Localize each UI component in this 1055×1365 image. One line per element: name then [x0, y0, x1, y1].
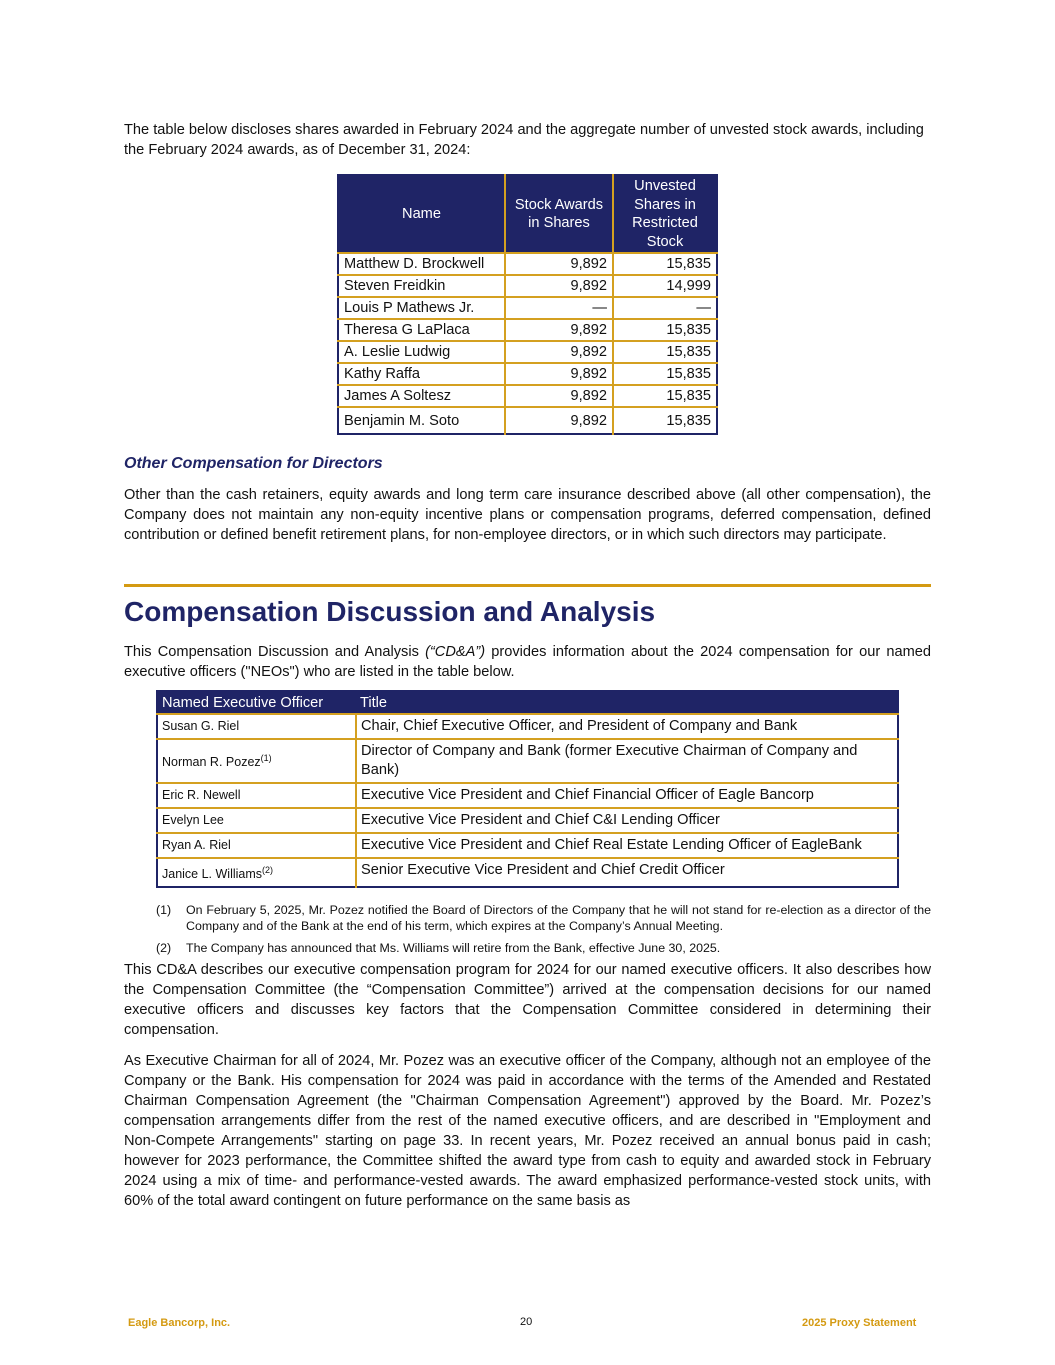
- officer-title: Chair, Chief Executive Officer, and President of Company and Bank: [356, 714, 898, 739]
- table-row: [338, 275, 717, 297]
- officer-name: [157, 833, 356, 858]
- table-row: [338, 407, 717, 434]
- officer-name: [157, 783, 356, 808]
- stock-awards: 9,892: [505, 363, 613, 385]
- unvested-shares: 15,835: [613, 253, 717, 275]
- unvested-shares: 15,835: [613, 319, 717, 341]
- unvested-shares: 14,999: [613, 275, 717, 297]
- table-row: [338, 297, 717, 319]
- cda-intro: [124, 642, 931, 682]
- table-row: [338, 319, 717, 341]
- other-comp-text: Other than the cash retainers, equity awards and long term care insurance described above (all other compensation), the Company does not maintain any non-equity incentive plans or compensation programs, deferred compensation, defined contribution or defined benefit retirement plans, for non-employee directors, or in which such directors may participate.: [124, 487, 931, 543]
- officer-name-text: Eric R. Newell: [162, 788, 241, 802]
- cda-intro-em: (“CD&A”): [425, 644, 486, 660]
- officer-title: Director of Company and Bank (former Executive Chairman of Company and Bank): [356, 739, 898, 783]
- stock-awards: 9,892: [505, 385, 613, 407]
- director-name: Steven Freidkin: [338, 275, 505, 297]
- cda-paragraph-1: This CD&A describes our executive compensation program for 2024 for our named executive officers. It also describes how the Compensation Committee (the “Compensation Committee”) arrived at the compensation decisions for our named executive officers and discusses key factors that the Compensation Committee considered in determining their compensation.: [124, 962, 931, 1038]
- stock-awards: 9,892: [505, 275, 613, 297]
- officer-name-text: Ryan A. Riel: [162, 838, 231, 852]
- header-unvested: Unvested Shares in Restricted Stock: [613, 175, 717, 253]
- table-row: [338, 253, 717, 275]
- table-row: [157, 783, 898, 808]
- unvested-shares: 15,835: [613, 407, 717, 434]
- table-row: [338, 363, 717, 385]
- director-awards-table: [337, 174, 718, 435]
- footer-company: Eagle Bancorp, Inc.: [128, 1317, 231, 1329]
- director-name: Benjamin M. Soto: [338, 407, 505, 434]
- table-row: [157, 858, 898, 887]
- footnote-mark: (2): [156, 941, 172, 955]
- officer-title: Executive Vice President and Chief C&I Lending Officer: [356, 808, 898, 833]
- director-name: Theresa G LaPlaca: [338, 319, 505, 341]
- director-name: A. Leslie Ludwig: [338, 341, 505, 363]
- cda-heading: Compensation Discussion and Analysis: [124, 596, 656, 627]
- footnote-2: [124, 940, 931, 956]
- table-row: [338, 385, 717, 407]
- cda-intro-a: This Compensation Discussion and Analysis: [124, 644, 426, 660]
- stock-awards: 9,892: [505, 341, 613, 363]
- director-name: Kathy Raffa: [338, 363, 505, 385]
- header-stock-awards: Stock Awards in Shares: [505, 175, 613, 253]
- footnote-1: [124, 902, 931, 934]
- stock-awards: —: [505, 297, 613, 319]
- cda-intro-b: provides information about the 2024 compensation for our named executive officers ("NEOs") who are listed in the table below.: [124, 644, 931, 680]
- stock-awards: 9,892: [505, 407, 613, 434]
- director-name: Matthew D. Brockwell: [338, 253, 505, 275]
- footer-doc-title: 2025 Proxy Statement: [802, 1317, 917, 1329]
- intro-text: The table below discloses shares awarded in February 2024 and the aggregate number of unvested stock awards, including the February 2024 awards, as of December 31, 2024:: [124, 122, 924, 158]
- officer-name: [157, 739, 356, 783]
- unvested-shares: 15,835: [613, 385, 717, 407]
- other-comp-heading: Other Compensation for Directors: [124, 455, 383, 472]
- footnote-text: The Company has announced that Ms. Williams will retire from the Bank, effective June 30, 2025.: [186, 941, 721, 955]
- header-name: Name: [338, 175, 505, 253]
- director-name: James A Soltesz: [338, 385, 505, 407]
- officer-name-text: Susan G. Riel: [162, 719, 240, 733]
- officer-name-text: Janice L. Williams: [162, 867, 263, 882]
- header-neo: Named Executive Officer: [157, 691, 356, 714]
- table-row: [157, 808, 898, 833]
- footnote-ref: (2): [262, 865, 274, 875]
- officer-title: Executive Vice President and Chief Real Estate Lending Officer of EagleBank: [356, 833, 898, 858]
- header-title: Title: [356, 691, 898, 714]
- officer-name: [157, 808, 356, 833]
- neo-table: [156, 690, 899, 888]
- footnote-mark: (1): [156, 903, 172, 917]
- officer-name-text: Evelyn Lee: [162, 813, 224, 827]
- section-divider: [124, 584, 931, 587]
- table-row: [338, 341, 717, 363]
- unvested-shares: 15,835: [613, 341, 717, 363]
- table-row: [157, 833, 898, 858]
- page-number: 20: [520, 1316, 533, 1328]
- officer-title: Executive Vice President and Chief Financial Officer of Eagle Bancorp: [356, 783, 898, 808]
- stock-awards: 9,892: [505, 319, 613, 341]
- unvested-shares: 15,835: [613, 363, 717, 385]
- director-name: Louis P Mathews Jr.: [338, 297, 505, 319]
- table-row: [157, 739, 898, 783]
- cda-paragraph-2: As Executive Chairman for all of 2024, Mr. Pozez was an executive officer of the Company, although not an employee of the Company or the Bank. His compensation for 2024 was paid in accordance with the terms of the Amended and Restated Chairman Compensation Agreement (the "Chairman Compensation Agreement") approved by the Board. Mr. Pozez’s compensation arrangements differ from the rest of the named executive officers, and are described in "Employment and Non-Compete Arrangements" starting on page 33. In recent years, Mr. Pozez received an annual bonus paid in cash; however for 2023 performance, the Committee shifted the award type from cash to equity and awarded stock in February 2024 using a mix of time- and performance-vested awards. The award emphasized performance-vested stock units, with 60% of the total award contingent on future performance on the same basis as: [124, 1053, 931, 1209]
- unvested-shares: —: [613, 297, 717, 319]
- officer-title: Senior Executive Vice President and Chief Credit Officer: [356, 858, 898, 887]
- officer-name: [157, 714, 356, 739]
- footnote-ref: (1): [260, 753, 272, 764]
- footnote-text: On February 5, 2025, Mr. Pozez notified the Board of Directors of the Company that he will not stand for re-election as a director of the Company and of the Bank at the end of his term, which expires at the Company’s Annual Meeting.: [186, 903, 931, 933]
- stock-awards: 9,892: [505, 253, 613, 275]
- officer-name: [157, 858, 356, 887]
- officer-name-text: Norman R. Pozez: [162, 755, 261, 770]
- table-row: [157, 714, 898, 739]
